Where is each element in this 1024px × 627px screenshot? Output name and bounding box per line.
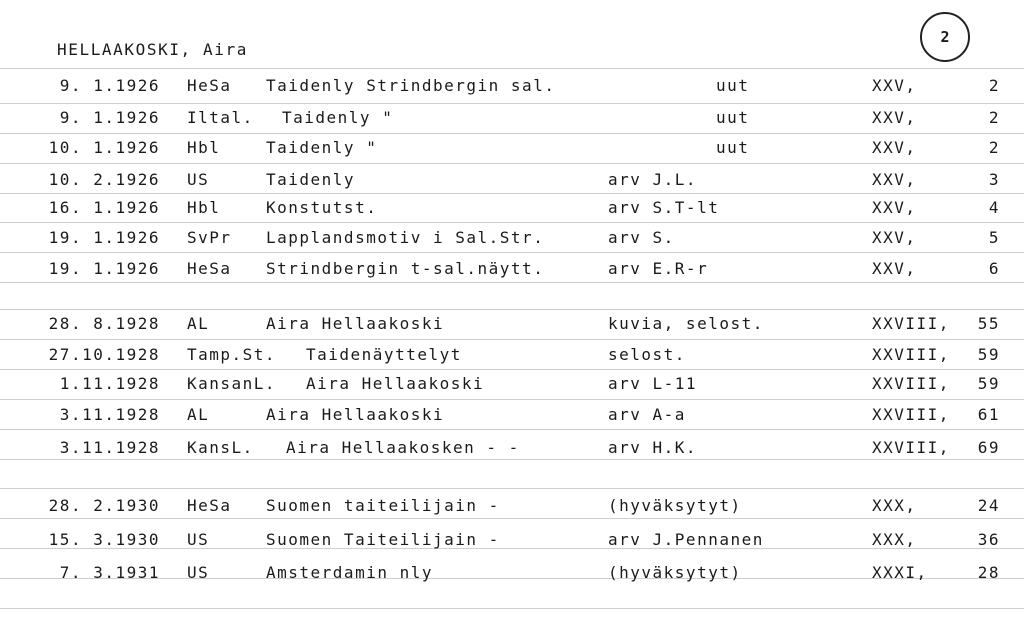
entry-date: 19. 1.1926	[48, 259, 160, 278]
entry-title: Taidenly "	[266, 138, 378, 157]
entry-page: 69	[977, 438, 1000, 457]
entry-date: 7. 3.1931	[59, 563, 160, 582]
entry-source: HeSa	[187, 259, 232, 278]
entry-date: 28. 2.1930	[48, 496, 160, 515]
entry-page: 24	[977, 496, 1000, 515]
entry-page: 61	[977, 405, 1000, 424]
table-row	[0, 135, 1024, 161]
entry-title: Taidenly Strindbergin sal.	[266, 76, 556, 95]
entry-source: SvPr	[187, 228, 232, 247]
entry-page: 2	[988, 76, 1000, 95]
table-row	[0, 560, 1024, 586]
table-row	[0, 527, 1024, 553]
entry-volume: XXVIII,	[872, 438, 950, 457]
entry-volume: XXX,	[872, 530, 917, 549]
entry-source: US	[187, 530, 210, 549]
entry-date: 3.11.1928	[59, 405, 160, 424]
ruled-line	[0, 193, 1024, 194]
entry-source: AL	[187, 405, 210, 424]
entry-note: arv L-11	[608, 374, 698, 393]
entry-title: Suomen taiteilijain -	[266, 496, 500, 515]
entry-title: Aira Hellaakoski	[266, 314, 445, 333]
entry-page: 59	[977, 374, 1000, 393]
entry-note: (hyväksytyt)	[608, 496, 742, 515]
entry-note: arv S.T-lt	[608, 198, 720, 217]
entry-note: arv A-a	[608, 405, 686, 424]
table-row	[0, 225, 1024, 251]
entry-note: arv J.Pennanen	[608, 530, 764, 549]
entry-note: kuvia, selost.	[608, 314, 764, 333]
entry-source: US	[187, 563, 210, 582]
entry-volume: XXV,	[872, 138, 917, 157]
entry-page: 6	[988, 259, 1000, 278]
entry-source: AL	[187, 314, 210, 333]
ruled-line	[0, 369, 1024, 370]
entry-note: arv J.L.	[608, 170, 698, 189]
entry-page: 28	[977, 563, 1000, 582]
ruled-line	[0, 429, 1024, 430]
entry-page: 36	[977, 530, 1000, 549]
table-row	[0, 342, 1024, 368]
entry-title: Taidenly "	[282, 108, 394, 127]
entry-source: Tamp.St.	[187, 345, 277, 364]
table-row	[0, 167, 1024, 193]
entry-title: Aira Hellaakoski	[306, 374, 485, 393]
entry-note: uut	[716, 138, 750, 157]
ruled-line	[0, 163, 1024, 164]
entry-volume: XXX,	[872, 496, 917, 515]
entry-title: Lapplandsmotiv i Sal.Str.	[266, 228, 545, 247]
entry-date: 3.11.1928	[59, 438, 160, 457]
entry-title: Aira Hellaakosken - -	[286, 438, 520, 457]
entry-volume: XXVIII,	[872, 374, 950, 393]
entry-page: 5	[988, 228, 1000, 247]
entry-note: arv H.K.	[608, 438, 698, 457]
table-row	[0, 435, 1024, 461]
table-row	[0, 195, 1024, 221]
entry-volume: XXV,	[872, 198, 917, 217]
entry-page: 2	[988, 108, 1000, 127]
entry-page: 59	[977, 345, 1000, 364]
ruled-line	[0, 339, 1024, 340]
entry-volume: XXXI,	[872, 563, 928, 582]
entry-title: Strindbergin t-sal.näytt.	[266, 259, 545, 278]
entry-title: Suomen Taiteilijain -	[266, 530, 500, 549]
entry-note: arv E.R-r	[608, 259, 709, 278]
table-row	[0, 73, 1024, 99]
entry-source: HeSa	[187, 76, 232, 95]
entry-source: Hbl	[187, 138, 221, 157]
card-heading: HELLAAKOSKI, Aira	[57, 40, 248, 59]
ruled-line	[0, 68, 1024, 69]
entry-source: HeSa	[187, 496, 232, 515]
entry-note: uut	[716, 76, 750, 95]
entry-volume: XXV,	[872, 108, 917, 127]
entry-page: 3	[988, 170, 1000, 189]
entry-volume: XXVIII,	[872, 405, 950, 424]
entry-date: 9. 1.1926	[59, 108, 160, 127]
entry-note: uut	[716, 108, 750, 127]
entry-volume: XXV,	[872, 170, 917, 189]
table-row	[0, 493, 1024, 519]
entry-volume: XXV,	[872, 76, 917, 95]
entry-source: US	[187, 170, 210, 189]
entry-note: selost.	[608, 345, 686, 364]
ruled-line	[0, 282, 1024, 283]
entry-title: Taidenly	[266, 170, 356, 189]
entry-note: (hyväksytyt)	[608, 563, 742, 582]
entry-page: 55	[977, 314, 1000, 333]
entry-date: 28. 8.1928	[48, 314, 160, 333]
entry-title: Konstutst.	[266, 198, 378, 217]
table-row	[0, 256, 1024, 282]
ruled-line	[0, 252, 1024, 253]
entry-source: Hbl	[187, 198, 221, 217]
entry-source: KansL.	[187, 438, 254, 457]
table-row	[0, 402, 1024, 428]
entry-title: Amsterdamin nly	[266, 563, 433, 582]
entry-date: 10. 1.1926	[48, 138, 160, 157]
ruled-line	[0, 309, 1024, 310]
entry-volume: XXV,	[872, 228, 917, 247]
entry-date: 27.10.1928	[48, 345, 160, 364]
entry-date: 10. 2.1926	[48, 170, 160, 189]
entry-page: 2	[988, 138, 1000, 157]
table-row	[0, 371, 1024, 397]
entry-date: 15. 3.1930	[48, 530, 160, 549]
entry-volume: XXVIII,	[872, 345, 950, 364]
ruled-line	[0, 608, 1024, 609]
ruled-line	[0, 399, 1024, 400]
ruled-line	[0, 488, 1024, 489]
entry-date: 9. 1.1926	[59, 76, 160, 95]
table-row	[0, 105, 1024, 131]
entry-source: Iltal.	[187, 108, 254, 127]
ruled-line	[0, 222, 1024, 223]
entry-title: Aira Hellaakoski	[266, 405, 445, 424]
entry-note: arv S.	[608, 228, 675, 247]
table-row	[0, 311, 1024, 337]
card-number-badge: 2	[920, 12, 970, 62]
entry-volume: XXVIII,	[872, 314, 950, 333]
ruled-line	[0, 133, 1024, 134]
ruled-line	[0, 103, 1024, 104]
entry-date: 1.11.1928	[59, 374, 160, 393]
entry-title: Taidenäyttelyt	[306, 345, 462, 364]
entry-date: 19. 1.1926	[48, 228, 160, 247]
entry-volume: XXV,	[872, 259, 917, 278]
entry-page: 4	[988, 198, 1000, 217]
entry-date: 16. 1.1926	[48, 198, 160, 217]
entry-source: KansanL.	[187, 374, 277, 393]
